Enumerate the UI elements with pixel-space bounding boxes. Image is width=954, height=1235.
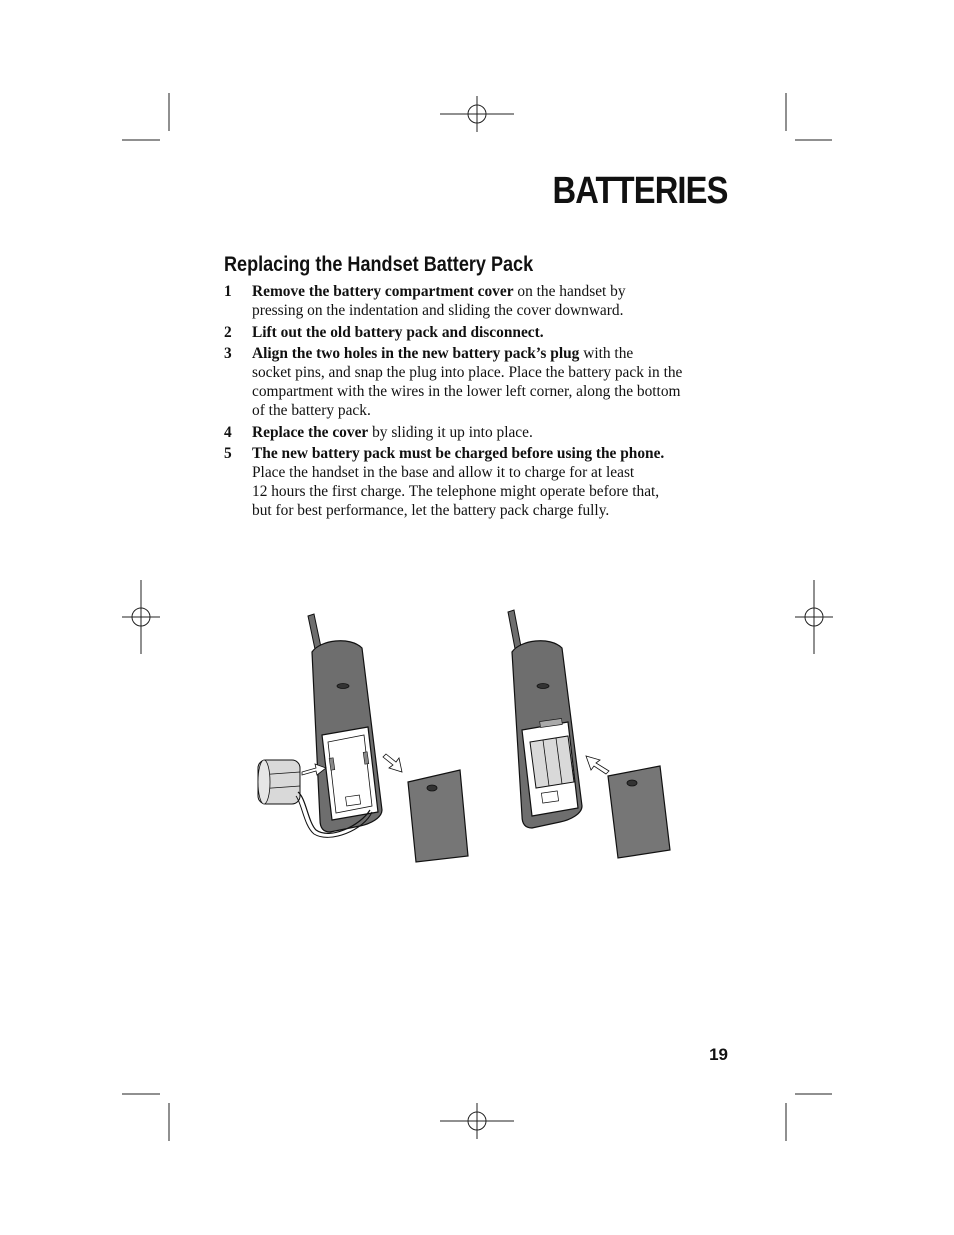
steps-list: [224, 283, 744, 521]
step-text-line: but for best performance, let the battery pack charge fully.: [252, 501, 610, 519]
registration-mark-left: [122, 580, 160, 654]
step-bold-text: Replace the cover: [252, 423, 369, 441]
instructions-section: [224, 252, 744, 524]
step-bold-text: Align the two holes in the new battery pack’s plug: [252, 345, 580, 363]
step-text: on the handset by: [513, 283, 626, 300]
page-number: 19: [709, 1045, 728, 1064]
page-title: BATTERIES: [552, 170, 728, 212]
step-bold-text: Remove the battery compartment cover: [252, 283, 514, 300]
step-text: with the: [579, 345, 634, 363]
step-number: 5: [224, 445, 232, 463]
step-item: [224, 283, 744, 321]
step-bold-text: The new battery pack must be charged before using the phone.: [252, 445, 665, 463]
registration-mark-right: [795, 580, 833, 654]
battery-pack-icon: [258, 760, 300, 804]
registration-mark-top: [440, 96, 514, 132]
step-text-line: 12 hours the first charge. The telephone might operate before that,: [252, 482, 660, 500]
step-number: 4: [224, 423, 232, 441]
step-text: by sliding it up into place.: [368, 423, 533, 441]
step-text-line: pressing on the indentation and sliding the cover downward.: [252, 301, 624, 319]
arrow-down-right-icon: [383, 754, 402, 772]
step-item: [224, 424, 744, 443]
battery-replacement-illustration: [250, 600, 690, 870]
battery-pack-icon: [530, 736, 574, 788]
registration-mark-bottom: [440, 1103, 514, 1139]
battery-cover-icon: [408, 770, 468, 862]
handset-open-illustration: [258, 614, 468, 862]
step-text-line: socket pins, and snap the plug into place. Place the battery pack in the: [252, 364, 683, 382]
battery-cover-icon: [608, 766, 670, 858]
handset-with-battery-illustration: [508, 610, 670, 858]
step-item: [224, 445, 744, 520]
arrow-up-left-icon: [586, 756, 609, 774]
step-number: 1: [224, 283, 232, 300]
step-item: [224, 345, 744, 420]
step-text-line: of the battery pack.: [252, 401, 371, 419]
step-text-line: Place the handset in the base and allow it to charge for at least: [252, 464, 635, 482]
step-item: [224, 324, 744, 343]
step-number: 2: [224, 323, 232, 341]
step-bold-text: Lift out the old battery pack and disconnect.: [252, 323, 544, 341]
step-text-line: compartment with the wires in the lower left corner, along the bottom: [252, 382, 681, 400]
step-number: 3: [224, 345, 232, 363]
section-title: Replacing the Handset Battery Pack: [224, 253, 534, 276]
